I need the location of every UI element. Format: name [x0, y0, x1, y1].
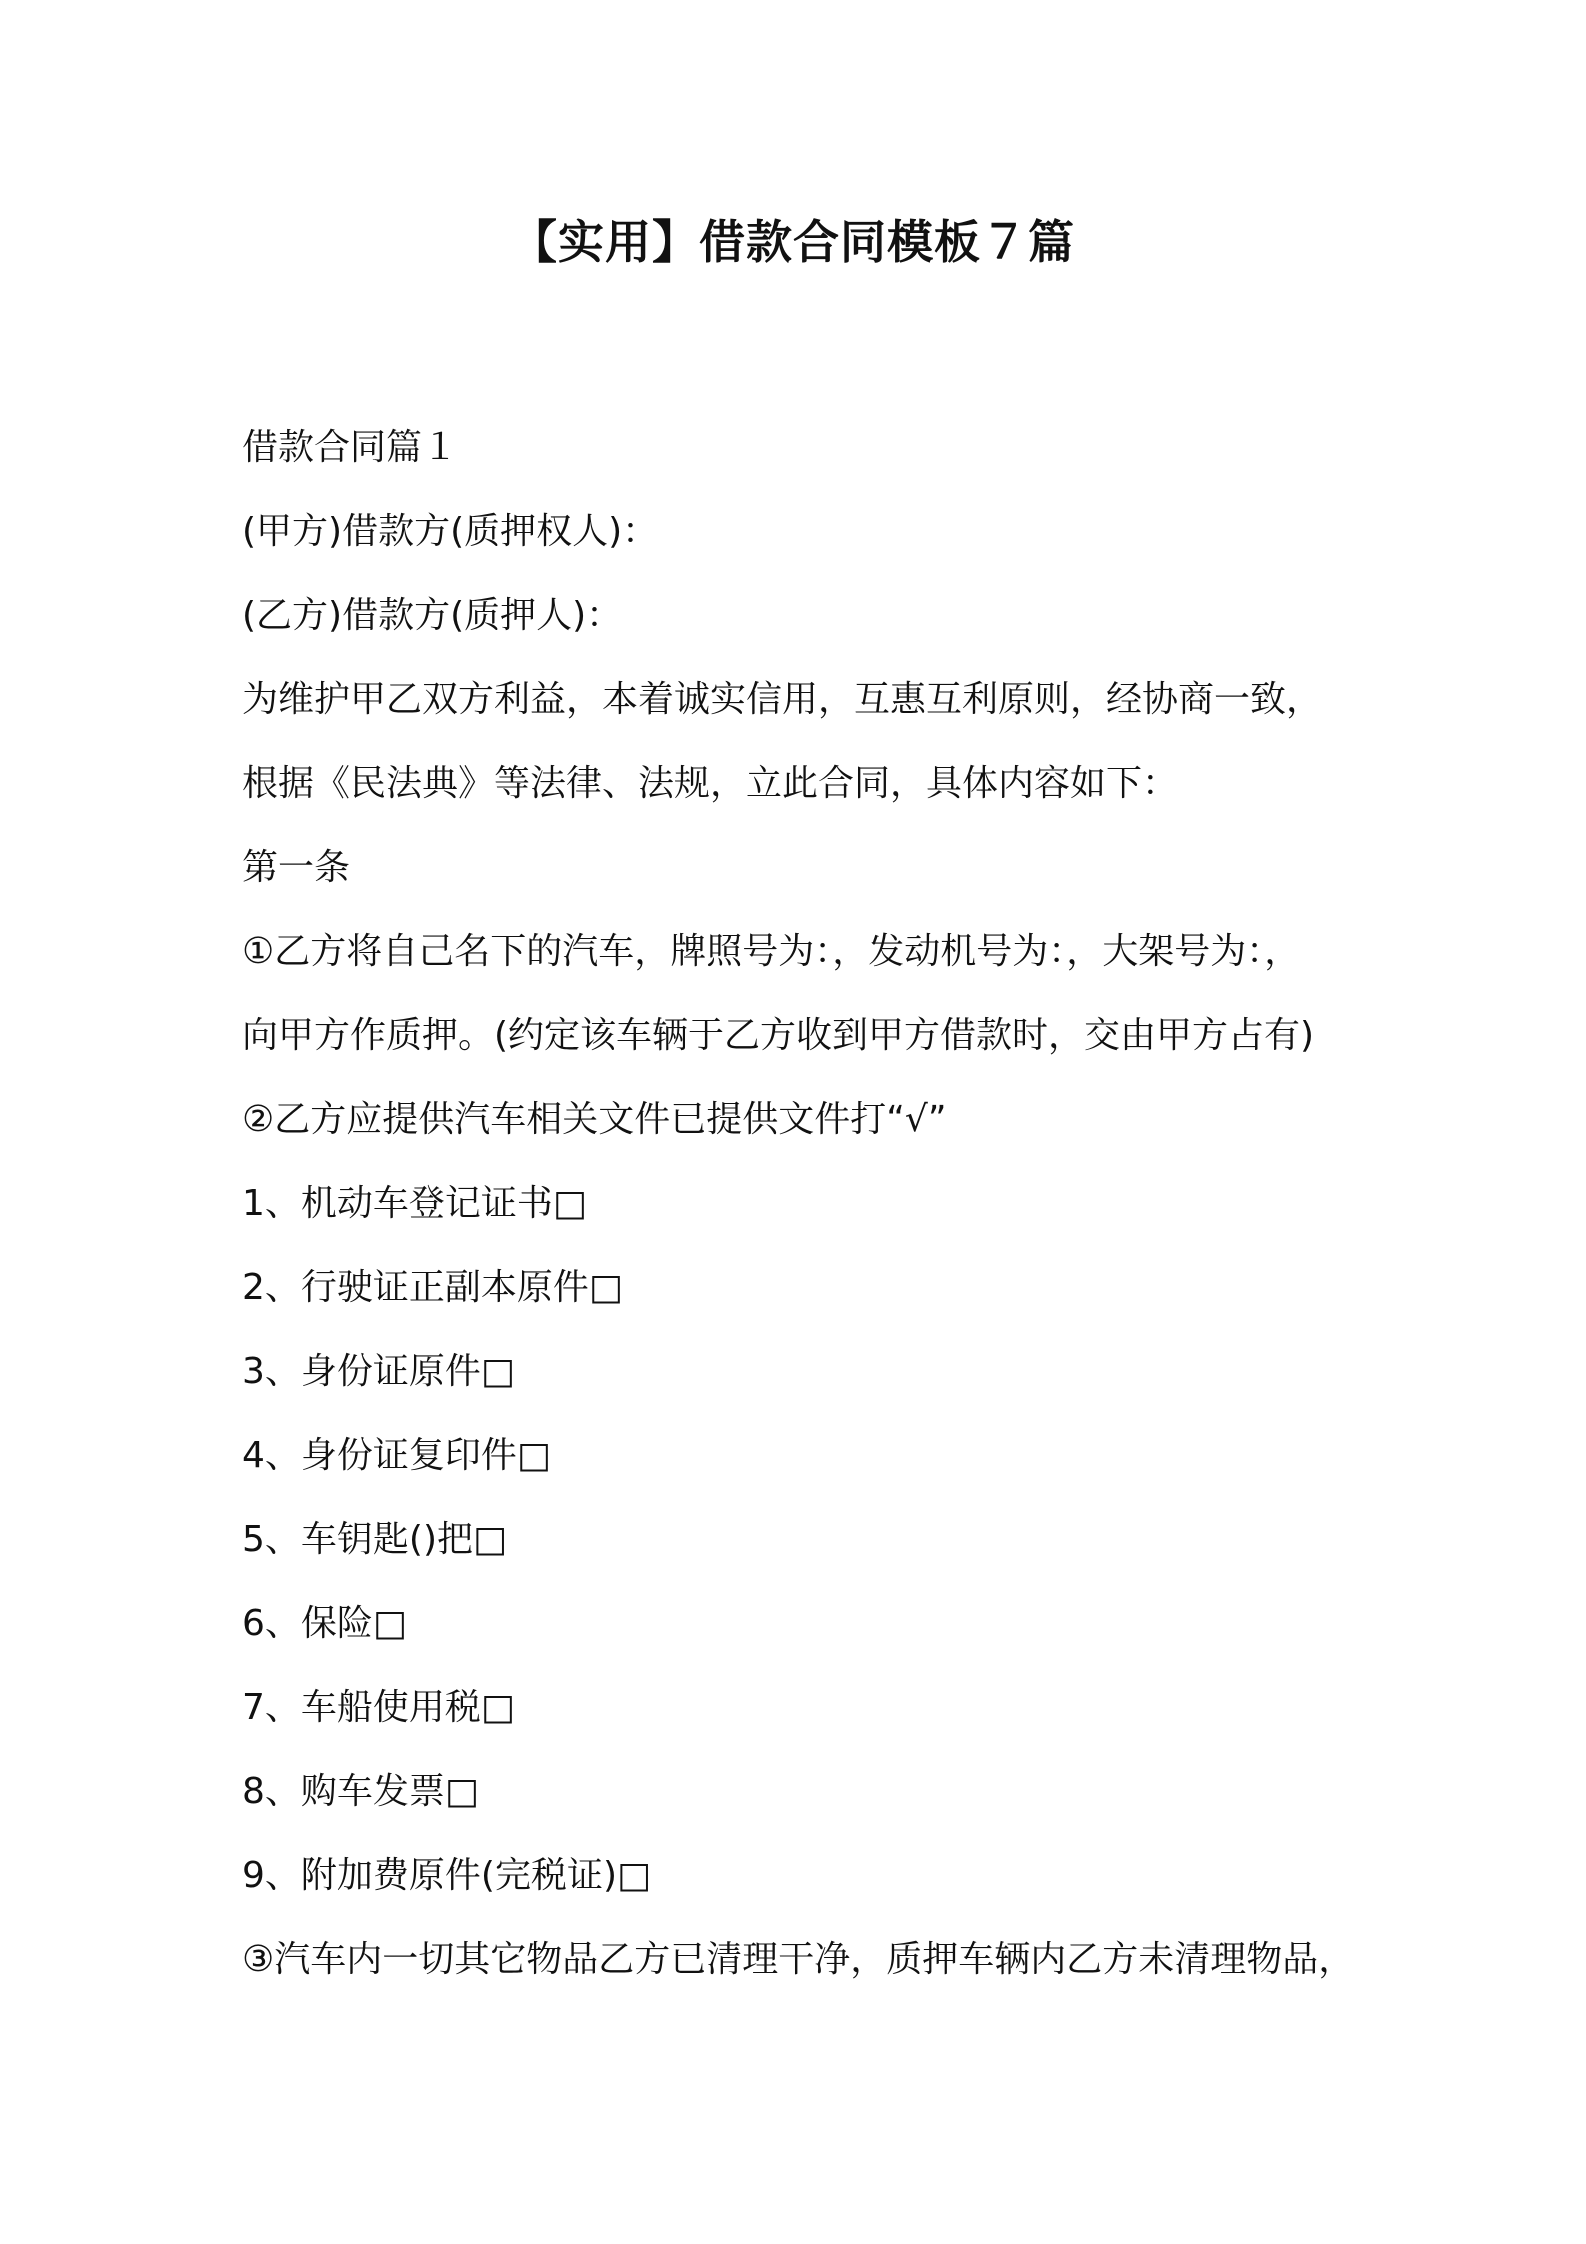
- clause-line: 向甲方作质押。(约定该车辆于乙方收到甲方借款时，交由甲方占有): [242, 1015, 1315, 1056]
- checklist-item: 8、购车发票□: [242, 1771, 479, 1812]
- party-b-line: (乙方)借款方(质押人)：: [242, 595, 623, 636]
- clause-line: ①乙方将自己名下的汽车，牌照号为：，发动机号为：，大架号为：，: [242, 931, 1301, 972]
- checklist-item: 6、保险□: [242, 1603, 407, 1644]
- checklist-item: 4、身份证复印件□: [242, 1435, 551, 1476]
- checklist-item: 7、车船使用税□: [242, 1687, 515, 1728]
- paragraph-line: 为维护甲乙双方利益，本着诚实信用，互惠互利原则，经协商一致，: [242, 679, 1323, 720]
- clause-line: ②乙方应提供汽车相关文件已提供文件打“√”: [242, 1099, 947, 1140]
- document-title: 【实用】借款合同模板７篇: [511, 215, 1075, 269]
- checklist-item: 1、机动车登记证书□: [242, 1183, 587, 1224]
- section-heading: 借款合同篇１: [242, 427, 459, 468]
- checklist-item: 2、行驶证正副本原件□: [242, 1267, 623, 1308]
- document-body: [242, 406, 1382, 2002]
- party-a-line: (甲方)借款方(质押权人)：: [242, 511, 659, 552]
- clause-line: ③汽车内一切其它物品乙方已清理干净，质押车辆内乙方未清理物品，: [242, 1939, 1355, 1980]
- checklist-item: 3、身份证原件□: [242, 1351, 515, 1392]
- checklist-item: 9、附加费原件(完税证)□: [242, 1855, 652, 1896]
- paragraph-line: 根据《民法典》等法律、法规，立此合同，具体内容如下：: [242, 763, 1179, 804]
- article-heading: 第一条: [242, 847, 351, 888]
- checklist-item: 5、车钥匙()把□: [242, 1519, 508, 1560]
